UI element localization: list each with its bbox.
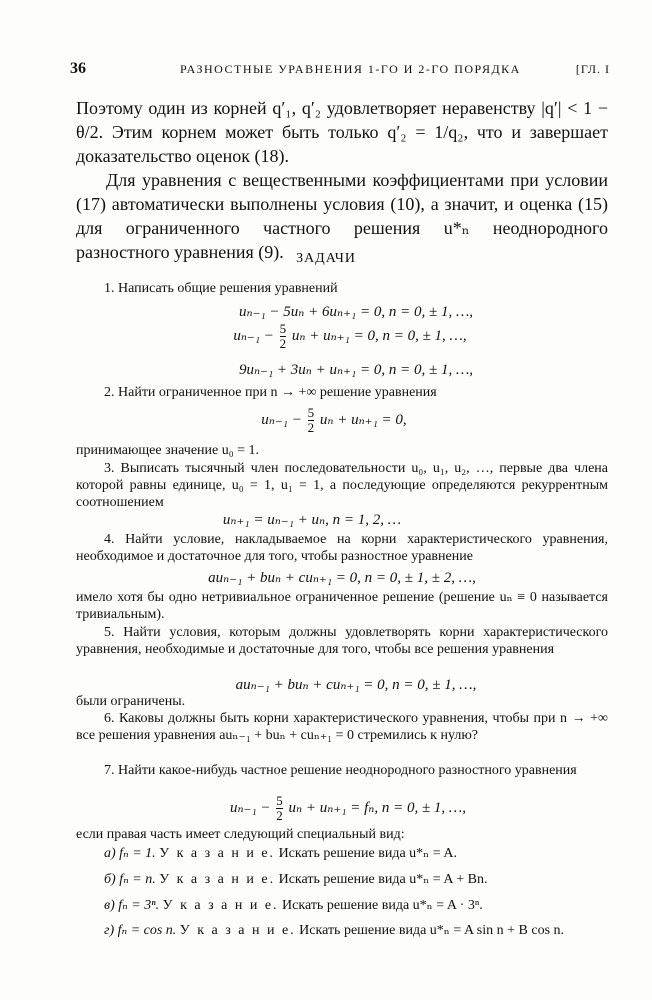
problem-1-text: 1. Написать общие решения уравнений: [104, 281, 338, 296]
fraction-denominator: 2: [279, 336, 287, 351]
case-d-hint-text: Искать решение вида u*ₙ = A sin n + B cos n.: [299, 923, 565, 938]
eq-right: uₙ + uₙ₊₁ = 0,: [319, 411, 407, 428]
page-header: [70, 60, 610, 82]
problem-4-text: 4. Найти условие, накладываемое на корни характеристического уравнения, необходимое и достаточное для того, чтобы разностное уравнение: [76, 532, 608, 564]
case-c: [104, 897, 483, 914]
problem-3-equation: uₙ₊₁ = uₙ₋₁ + uₙ, n = 1, 2, …: [222, 512, 402, 528]
problem-2-text: 2. Найти ограниченное при n → +∞ решение уравнения: [104, 385, 437, 400]
case-b-hint-label: У к а з а н и е.: [159, 872, 276, 887]
problem-7-text: 7. Найти какое-нибудь частное решение неоднородного разностного уравнения: [104, 763, 577, 778]
fraction: [308, 406, 315, 435]
problem-3-text: 3. Выписать тысячный член последовательности u₀, u₁, u₂, …, первые два члена которой равны единице, u₀ = 1, u₁ = 1, а последующие определяются рекуррентным соотношением: [76, 461, 608, 510]
case-b-hint-text: Искать решение вида u*ₙ = A + Bn.: [278, 872, 488, 887]
problem-4-equation: auₙ₋₁ + buₙ + cuₙ₊₁ = 0, n = 0, ± 1, ± 2, …,: [208, 570, 476, 586]
case-a-condition: а) fₙ = 1.: [104, 846, 156, 861]
case-c-hint-text: Искать решение вида u*ₙ = A · 3ⁿ.: [282, 898, 483, 913]
problem-1-equation-3: 9uₙ₋₁ + 3uₙ + uₙ₊₁ = 0, n = 0, ± 1, …,: [238, 362, 474, 378]
problem-4-after: имело хотя бы одно нетривиальное ограниченное решение (решение uₙ ≡ 0 называется тривиальным).: [76, 590, 608, 622]
problem-5-equation: auₙ₋₁ + buₙ + cuₙ₊₁ = 0, n = 0, ± 1, …,: [235, 677, 477, 693]
problem-6-text: 6. Каковы должны быть корни характеристического уравнения, чтобы при n → +∞ все решения уравнения auₙ₋₁ + buₙ + cuₙ₊₁ = 0 стремились к нулю?: [76, 711, 608, 743]
fraction-numerator: 5: [279, 321, 287, 336]
problem-1-equation-2: [24, 322, 652, 351]
case-a-hint-text: Искать решение вида u*ₙ = A.: [278, 846, 457, 861]
fraction: [276, 794, 283, 823]
page-number: 36: [70, 60, 86, 77]
case-b-condition: б) fₙ = n.: [104, 872, 156, 887]
case-c-condition: в) fₙ = 3ⁿ.: [104, 898, 160, 913]
fraction: [280, 322, 287, 351]
eq-left: uₙ₋₁ −: [233, 327, 274, 344]
case-d: [104, 922, 564, 939]
intro-paragraph-1: Поэтому один из корней q′₁, q′₂ удовлетворяет неравенству |q′| < 1 − θ/2. Этим корнем может быть только q′₂ = 1/q₂, что и завершает доказательство оценок (18).: [76, 98, 608, 166]
fraction-numerator: 5: [307, 405, 315, 420]
problem-2-after: принимающее значение u₀ = 1.: [76, 443, 260, 458]
intro-paragraph-2: Для уравнения с вещественными коэффициентами при условии (17) автоматически выполнены условия (10), а значит, и оценка (15) для ограниченного частного решения u*ₙ неоднородного разностного уравнения (9).: [76, 170, 608, 262]
case-c-hint-label: У к а з а н и е.: [162, 898, 279, 913]
fraction-denominator: 2: [276, 808, 283, 823]
problem-5-text: 5. Найти условия, которым должны удовлетворять корни характеристического уравнения, необходимые и достаточные для того, чтобы все решения уравнения: [76, 625, 608, 657]
problem-7-after: если правая часть имеет следующий специальный вид:: [76, 827, 405, 842]
eq-right: uₙ + uₙ₊₁ = 0, n = 0, ± 1, …,: [291, 327, 467, 344]
running-title: РАЗНОСТНЫЕ УРАВНЕНИЯ 1-ГО И 2-ГО ПОРЯДКА: [180, 62, 521, 76]
case-a-hint-label: У к а з а н и е.: [159, 846, 276, 861]
case-a: [104, 845, 457, 862]
fraction-denominator: 2: [307, 420, 315, 435]
chapter-label: [ГЛ. I: [575, 62, 610, 76]
problem-2-equation: [8, 406, 652, 435]
eq-left: uₙ₋₁ −: [229, 799, 271, 816]
fraction-numerator: 5: [276, 793, 283, 808]
case-b: [104, 871, 487, 888]
problem-1-equation-1: uₙ₋₁ − 5uₙ + 6uₙ₊₁ = 0, n = 0, ± 1, …,: [238, 304, 474, 320]
section-title: ЗАДАЧИ: [296, 251, 356, 266]
case-d-condition: г) fₙ = cos n.: [104, 923, 177, 938]
problem-5-after: были ограничены.: [76, 694, 186, 709]
case-d-hint-label: У к а з а н и е.: [179, 923, 296, 938]
eq-left: uₙ₋₁ −: [261, 411, 302, 428]
problem-7-equation: [22, 794, 652, 823]
eq-right: uₙ + uₙ₊₁ = fₙ, n = 0, ± 1, …,: [288, 799, 467, 816]
